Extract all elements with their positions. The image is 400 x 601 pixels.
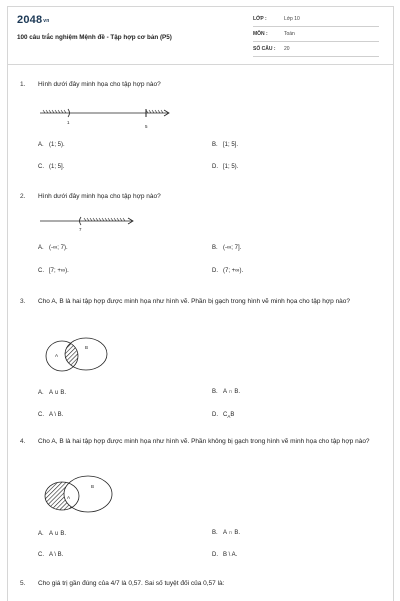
option-label: D. <box>212 268 218 274</box>
option-label: C. <box>38 164 44 170</box>
option-label: C. <box>38 552 44 558</box>
option-text: (1; 5]. <box>49 164 65 170</box>
answer-option-b[interactable] <box>212 245 241 251</box>
question-text: Hình dưới đây minh họa cho tập hợp nào? <box>38 81 161 88</box>
question-number: 5. <box>20 580 26 587</box>
answer-option-c[interactable] <box>38 412 63 418</box>
question-text: Cho A, B là hai tập hợp được minh họa như hình vẽ. Phần không bị gạch trong hình vẽ minh họa cho tập hợp nào? <box>38 438 370 445</box>
option-text: (7; +∞). <box>223 268 244 274</box>
meta-value: 20 <box>284 46 290 52</box>
answer-option-d[interactable] <box>212 268 243 274</box>
question-number: 1. <box>20 81 26 88</box>
set-label: B <box>91 484 95 489</box>
site-logo[interactable] <box>17 14 50 26</box>
answer-option-c[interactable] <box>38 164 64 170</box>
meta-key: SỐ CÂU : <box>253 46 276 52</box>
answer-option-a[interactable] <box>38 142 65 148</box>
option-label: B. <box>212 142 218 148</box>
option-text: B \ A. <box>223 552 238 558</box>
option-text: (-∞; 7). <box>49 245 68 251</box>
answer-option-d[interactable] <box>212 412 234 419</box>
document-title: 100 câu trắc nghiệm Mệnh đề - Tập hợp cơ bản (P5) <box>17 34 172 41</box>
number-line-figure <box>38 213 148 235</box>
option-text: A \ B. <box>49 552 64 558</box>
option-label: D. <box>212 412 218 418</box>
question-number: 2. <box>20 193 26 200</box>
logo-suffix: vn <box>43 18 50 24</box>
option-text: $C_AB$ <box>223 412 235 420</box>
axis-label: 1 <box>67 120 70 125</box>
meta-value: Lớp 10 <box>284 16 300 22</box>
option-label: A. <box>38 142 44 148</box>
option-text: A ∩ B. <box>223 389 240 395</box>
answer-option-a[interactable] <box>38 389 66 396</box>
answer-option-b[interactable] <box>212 142 238 148</box>
option-label: D. <box>212 552 218 558</box>
option-label: C. <box>38 268 44 274</box>
question-number: 4. <box>20 438 26 445</box>
answer-option-b[interactable] <box>212 389 240 395</box>
option-text: A ∪ B. <box>49 390 67 396</box>
axis-label: 5 <box>145 124 148 129</box>
question-text: Hình dưới đây minh họa cho tập hợp nào? <box>38 193 161 200</box>
answer-option-a[interactable] <box>38 245 68 251</box>
meta-value: Toán <box>284 31 295 37</box>
answer-option-c[interactable] <box>38 552 63 558</box>
axis-label: 7 <box>79 227 82 232</box>
option-text: A \ B. <box>49 412 64 418</box>
set-label: A <box>67 495 71 500</box>
meta-row-subject <box>253 29 379 42</box>
option-label: A. <box>38 390 44 396</box>
meta-key: LỚP : <box>253 16 267 22</box>
answer-option-a[interactable] <box>38 530 66 537</box>
option-label: B. <box>212 245 218 251</box>
option-text: (1; 5). <box>49 142 65 148</box>
answer-option-c[interactable] <box>38 268 69 274</box>
number-line-figure <box>38 104 178 130</box>
meta-row-count <box>253 44 379 57</box>
option-label: D. <box>212 164 218 170</box>
option-text: A ∩ B. <box>223 530 240 536</box>
meta-key: MÔN : <box>253 31 268 37</box>
option-text: A ∪ B. <box>49 531 67 537</box>
option-text: [1; 5). <box>223 164 239 170</box>
venn-diagram-figure <box>40 474 116 516</box>
option-label: B. <box>212 530 218 536</box>
option-text: (-∞; 7]. <box>223 245 242 251</box>
header-divider <box>7 64 393 65</box>
option-label: C. <box>38 412 44 418</box>
question-number: 3. <box>20 298 26 305</box>
option-text: [7; +∞). <box>49 268 69 274</box>
option-label: A. <box>38 245 44 251</box>
venn-diagram-figure <box>40 336 112 376</box>
meta-row-class <box>253 14 379 27</box>
set-label: A <box>55 353 59 358</box>
question-text: Cho giá trị gần đúng của 4/7 là 0,57. Sai số tuyệt đối của 0,57 là: <box>38 580 225 587</box>
option-label: B. <box>212 389 218 395</box>
answer-option-d[interactable] <box>212 164 238 170</box>
option-label: A. <box>38 531 44 537</box>
option-text: [1; 5]. <box>223 142 239 148</box>
answer-option-d[interactable] <box>212 552 237 558</box>
answer-option-b[interactable] <box>212 530 240 536</box>
logo-text: 2048 <box>17 14 43 26</box>
set-label: B <box>85 345 89 350</box>
question-text: Cho A, B là hai tập hợp được minh họa như hình vẽ. Phần bị gạch trong hình vẽ minh họa cho tập hợp nào? <box>38 298 351 305</box>
